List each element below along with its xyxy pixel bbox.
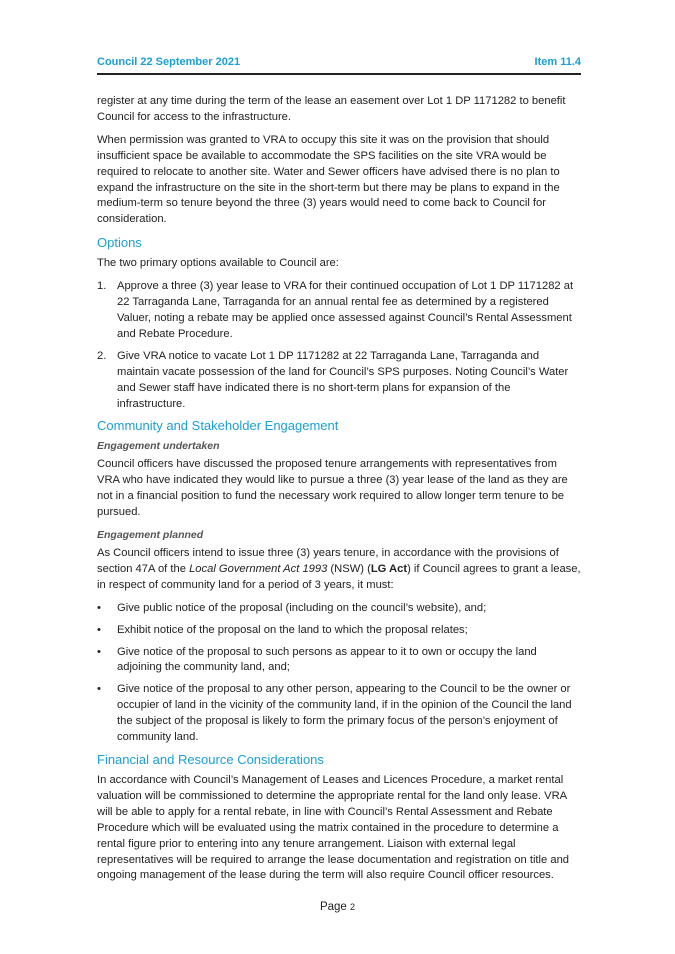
item-number: Item 11.4 [534,56,581,68]
engagement-planned-text [97,546,581,594]
page-label: Page [319,901,347,913]
financial-heading: Financial and Resource Considerations [97,752,324,767]
list-item-text: Give VRA notice to vacate Lot 1 DP 1171282 at 22 Tarraganda Lane, Tarraganda and maintain vacate possession of the land for Council’s SPS purposes. Noting Council’s Water and Sewer staff have indicated there is no short-term plans for expansion of the infrastructure. [117,349,569,410]
bullet: • [97,645,101,658]
engagement-planned-heading: Engagement planned [97,529,204,542]
page-header [97,56,581,72]
engagement-undertaken-text: Council officers have discussed the proposed tenure arrangements with representatives from VRA who have indicated they would like to pursue a three (3) year lease of the land as they are not in a financial position to fund the necessary work required to allow longer term tenure to be pursued. [97,458,568,519]
text-run: (NSW) ( [327,562,371,575]
paragraph-permission: When permission was granted to VRA to occupy this site it was on the provision that should insufficient space be available to accommodate the SPS facilities on the site VRA would be required to relocate to another site. Water and Sewer officers have advised there is no plan to expand the infrastructure on the site in the short-term but there may be plans to expand in the medium-term so tenure beyond the three (3) years would need to come back to Council for consideration. [97,133,560,226]
header-rule [97,73,581,75]
bullet: • [97,623,101,636]
options-list [97,279,581,412]
requirements-list [97,601,581,746]
meeting-date: Council 22 September 2021 [97,56,241,68]
list-item [97,623,581,639]
paragraph-easement: register at any time during the term of the lease an easement over Lot 1 DP 1171282 to benefit Council for access to the infrastructure. [97,95,566,123]
text-run: As Council officers intend to issue three (3) years tenure, in accordance with the provisions of section 47A of the [97,547,559,575]
list-item [97,601,581,617]
list-number: 1. [97,280,107,293]
page-footer [0,901,675,913]
list-item-text: Give public notice of the proposal (including on the council’s website), and; [117,601,487,614]
bullet: • [97,683,101,696]
engagement-undertaken-heading: Engagement undertaken [97,440,220,453]
list-item-text: Approve a three (3) year lease to VRA for their continued occupation of Lot 1 DP 1171282 at 22 Tarraganda Lane, Tarraganda for an annual rental fee as determined by a registered Valuer, noting a rebate may be applied once assessed against Council’s Rental Assessment and Rebate Procedure. [117,280,574,340]
text-run: ) if Council agrees to grant a lease, in respect of community land for a period of 3 years, it must: [97,562,581,591]
page-number: 2 [350,902,356,912]
list-item [97,645,581,677]
community-heading: Community and Stakeholder Engagement [97,418,339,434]
document-body [97,94,581,891]
options-intro: The two primary options available to Council are: [97,257,339,270]
act-abbreviation: LG Act [370,562,408,575]
bullet: • [97,601,101,614]
act-name: Local Government Act 1993 [189,562,328,575]
list-item-text: Give notice of the proposal to such persons as appear to it to own or occupy the land adjoining the community land, and; [117,645,537,674]
financial-text: In accordance with Council’s Management of Leases and Licences Procedure, a market rental valuation will be commissioned to determine the appropriate rental for the land only lease. VRA will be able to apply for a rental rebate, in line with Council’s Rental Assessment and Rebate Procedure which will be evaluated using the matrix contained in the procedure to determine a rental figure prior to entering into any tenure arrangement. Liaison with external legal representatives will be required to arrange the lease documentation and registration on title and ongoing management of the lease during the term will also require Council officer resources. [97,774,570,882]
list-number: 2. [97,349,107,362]
list-item [97,682,581,746]
list-item [97,279,581,343]
list-item-text: Exhibit notice of the proposal on the land to which the proposal relates; [117,623,468,636]
options-heading: Options [97,235,142,251]
list-item [97,349,581,413]
list-item-text: Give notice of the proposal to any other person, appearing to the Council to be the owner or occupier of land in the vicinity of the community land, if in the opinion of the Council the land the subject of the proposal is likely to form the primary focus of the person’s enjoyment of community land. [117,683,572,744]
